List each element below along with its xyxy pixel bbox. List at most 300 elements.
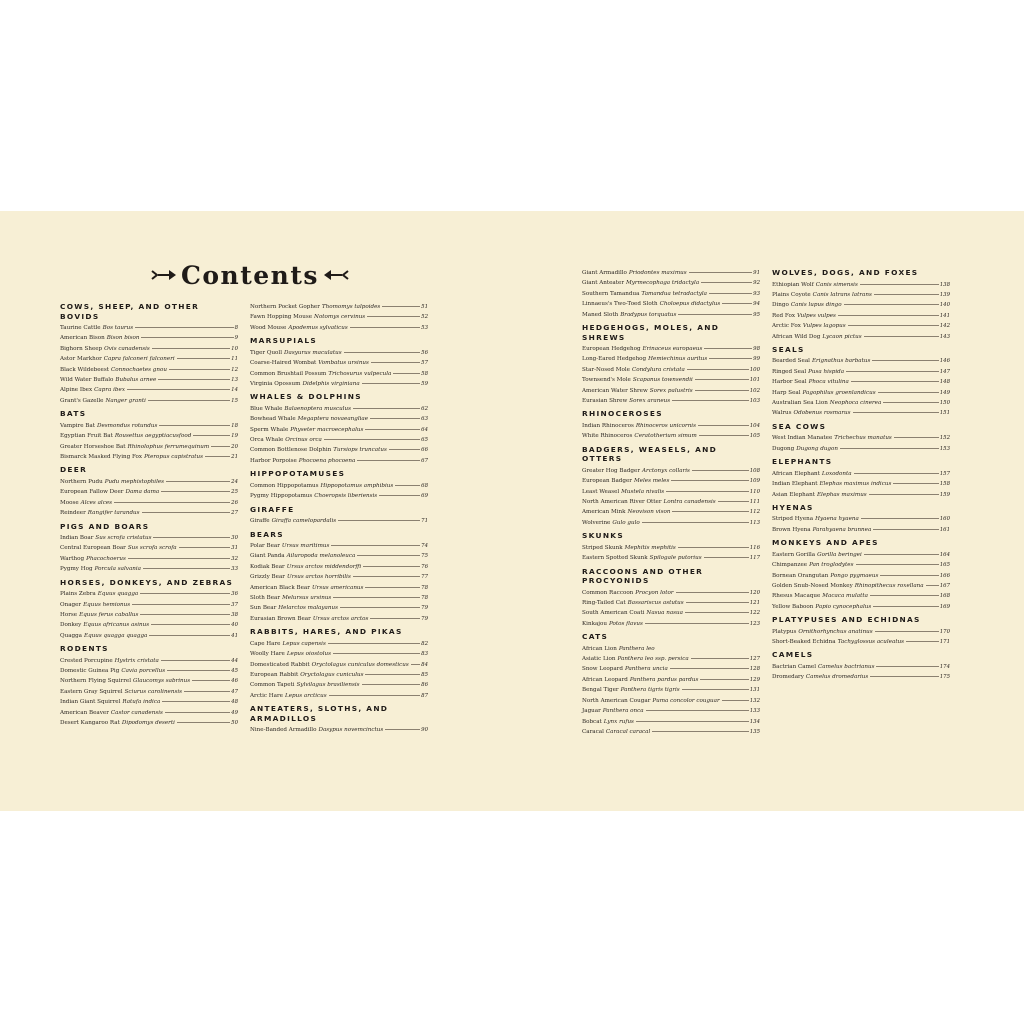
toc-entry[interactable] — [582, 421, 760, 431]
entry-latin-name: Sorex araneus — [629, 398, 671, 405]
toc-entry[interactable] — [772, 525, 950, 535]
toc-entry[interactable] — [772, 627, 950, 637]
toc-entry[interactable] — [250, 491, 428, 501]
entry-page-number: 59 — [421, 380, 428, 387]
toc-entry[interactable] — [250, 516, 428, 526]
entry-common-name: Virginia Opossum — [250, 380, 301, 387]
entry-page-number: 132 — [749, 697, 760, 704]
dot-leader — [906, 641, 939, 642]
entry-latin-name: Oryctolagus cuniculus domesticus — [311, 661, 409, 668]
dot-leader — [861, 518, 939, 519]
entry-latin-name: Rhinopithecus roxellana — [854, 582, 924, 589]
toc-entry[interactable] — [60, 589, 238, 599]
dot-leader — [652, 731, 748, 732]
toc-entry[interactable] — [60, 533, 238, 543]
entry-page-number: 26 — [231, 499, 238, 506]
toc-entry[interactable] — [60, 477, 238, 487]
dot-leader — [333, 597, 420, 598]
entry-common-name: Bismarck Masked Flying Fox — [60, 453, 143, 460]
entry-common-name: Harbor Seal — [772, 379, 807, 386]
entry-common-name: Wild Water Buffalo — [60, 377, 114, 384]
toc-entry[interactable] — [250, 551, 428, 561]
toc-entry[interactable] — [582, 365, 760, 375]
toc-entry[interactable] — [60, 333, 238, 343]
dot-leader — [894, 437, 939, 438]
toc-entry[interactable] — [250, 603, 428, 613]
toc-entry[interactable] — [60, 708, 238, 718]
toc-entry[interactable] — [60, 431, 238, 441]
toc-entry[interactable] — [582, 664, 760, 674]
toc-entry[interactable] — [250, 593, 428, 603]
entry-latin-name: Rhinoceros unicornis — [635, 422, 696, 429]
entry-latin-name: Ovis canadensis — [104, 345, 150, 352]
entry-latin-name: Dasypus novemcinctus — [318, 727, 384, 734]
entry-latin-name: Porcula salvania — [94, 566, 142, 573]
toc-entry[interactable] — [250, 725, 428, 735]
dot-leader — [365, 587, 420, 588]
toc-entry[interactable] — [772, 550, 950, 560]
entry-page-number: 139 — [939, 291, 950, 298]
entry-page-number: 8 — [234, 325, 238, 331]
entry-page-number: 161 — [939, 526, 950, 533]
toc-entry[interactable] — [60, 600, 238, 610]
toc-section — [250, 505, 428, 527]
entry-page-number: 95 — [753, 311, 760, 318]
entry-page-number: 143 — [939, 333, 950, 340]
entry-latin-name: Trichechus manatus — [834, 435, 892, 442]
section-heading: HYENAS — [772, 502, 814, 512]
entry-common-name: Least Weasel — [582, 488, 620, 495]
toc-entry[interactable] — [250, 323, 428, 333]
entry-common-name: Greater Hog Badger — [582, 467, 640, 474]
entry-page-number: 47 — [231, 688, 238, 695]
toc-entry[interactable] — [772, 280, 950, 290]
toc-entry[interactable] — [60, 344, 238, 354]
section-heading: RODENTS — [60, 644, 109, 654]
entry-page-number: 168 — [939, 593, 950, 600]
toc-entry[interactable] — [60, 687, 238, 697]
entry-common-name: Northern Pudu — [60, 478, 103, 485]
entry-common-name: Kodiak Bear — [250, 563, 285, 570]
toc-entry[interactable] — [60, 656, 238, 666]
dot-leader — [370, 418, 420, 419]
entry-page-number: 56 — [421, 349, 428, 356]
dot-leader — [883, 402, 938, 403]
toc-entry[interactable] — [582, 476, 760, 486]
toc-entry[interactable] — [772, 408, 950, 418]
entry-latin-name: Hyaena hyaena — [815, 516, 859, 523]
entry-common-name: Australian Sea Lion — [772, 400, 828, 407]
toc-entry[interactable] — [772, 332, 950, 342]
toc-entry[interactable] — [772, 290, 950, 300]
entry-page-number: 74 — [421, 543, 428, 549]
entry-page-number: 111 — [749, 499, 760, 505]
toc-entry[interactable] — [582, 518, 760, 528]
entry-latin-name: Nasua nasua — [646, 610, 683, 617]
entry-page-number: 141 — [939, 312, 950, 319]
toc-entry[interactable] — [772, 571, 950, 581]
section-heading: RABBITS, HARES, AND PIKAS — [250, 627, 403, 637]
toc-entry[interactable] — [582, 344, 760, 354]
toc-entry[interactable] — [60, 718, 238, 728]
toc-entry[interactable] — [250, 358, 428, 368]
toc-entry[interactable] — [582, 487, 760, 497]
toc-entry[interactable] — [60, 543, 238, 553]
toc-entry[interactable] — [250, 414, 428, 424]
toc-entry[interactable] — [250, 456, 428, 466]
toc-entry[interactable] — [250, 691, 428, 701]
dot-leader — [854, 473, 939, 474]
dot-leader — [670, 668, 749, 669]
entry-latin-name: Vulpes lagopus — [802, 323, 846, 330]
dot-leader — [678, 547, 749, 548]
entry-latin-name: Panthera leo — [618, 645, 655, 652]
toc-entry[interactable] — [250, 435, 428, 445]
toc-entry[interactable] — [582, 696, 760, 706]
toc-entry[interactable] — [582, 386, 760, 396]
toc-entry[interactable] — [250, 445, 428, 455]
toc-entry[interactable] — [250, 348, 428, 358]
dot-leader — [128, 558, 230, 559]
entry-page-number: 64 — [421, 426, 428, 433]
toc-entry[interactable] — [60, 365, 238, 375]
toc-entry[interactable] — [582, 466, 760, 476]
toc-entry[interactable] — [250, 572, 428, 582]
entry-latin-name: Panthera uncia — [624, 666, 668, 673]
entry-common-name: Dingo — [772, 302, 789, 309]
toc-entry[interactable] — [582, 289, 760, 299]
entry-page-number: 33 — [231, 566, 238, 573]
entry-latin-name: Elephas maximus — [816, 491, 867, 498]
section-heading: GIRAFFE — [250, 504, 295, 514]
toc-entry[interactable] — [60, 564, 238, 574]
entry-page-number: 11 — [231, 356, 238, 363]
toc-entry[interactable] — [250, 312, 428, 322]
toc-entry[interactable] — [250, 649, 428, 659]
dot-leader — [177, 358, 230, 359]
entry-page-number: 110 — [749, 488, 760, 495]
entry-common-name: West Indian Manatee — [772, 435, 833, 442]
toc-entry[interactable] — [60, 676, 238, 686]
toc-section — [582, 445, 760, 528]
toc-entry[interactable] — [60, 697, 238, 707]
toc-entry[interactable] — [582, 588, 760, 598]
entry-page-number: 152 — [939, 435, 950, 442]
dot-leader — [645, 623, 749, 624]
toc-entry[interactable] — [60, 421, 238, 431]
entry-page-number: 167 — [939, 582, 950, 589]
dot-leader — [362, 383, 420, 384]
dot-leader — [846, 371, 939, 372]
entry-page-number: 50 — [231, 720, 238, 727]
entry-latin-name: Apodemus sylvaticus — [288, 324, 348, 331]
dot-leader — [678, 314, 752, 315]
entry-page-number: 66 — [421, 447, 428, 454]
toc-entry[interactable] — [772, 490, 950, 500]
entry-common-name: Chimpanzee — [772, 562, 808, 569]
entry-page-number: 129 — [749, 676, 760, 683]
toc-entry[interactable] — [60, 610, 238, 620]
entry-latin-name: Puma concolor couguar — [652, 697, 720, 704]
dot-leader — [856, 564, 939, 565]
entry-page-number: 120 — [749, 589, 760, 596]
toc-entry[interactable] — [60, 631, 238, 641]
dot-leader — [161, 491, 230, 492]
entry-common-name: Bobcat — [582, 718, 602, 725]
dot-leader — [393, 373, 420, 374]
entry-page-number: 99 — [753, 356, 760, 363]
entry-common-name: Brown Hyena — [772, 526, 811, 533]
toc-entry[interactable] — [582, 644, 760, 654]
toc-entry[interactable] — [250, 541, 428, 551]
toc-entry[interactable] — [60, 442, 238, 452]
toc-entry[interactable] — [772, 356, 950, 366]
toc-section — [250, 302, 428, 333]
dot-leader — [926, 585, 939, 586]
toc-entry[interactable] — [60, 508, 238, 518]
toc-entry[interactable] — [582, 278, 760, 288]
toc-entry[interactable] — [772, 602, 950, 612]
entry-page-number: 53 — [421, 324, 428, 331]
toc-entry[interactable] — [250, 614, 428, 624]
dot-leader — [385, 729, 420, 730]
dot-leader — [873, 529, 938, 530]
toc-entry[interactable] — [582, 727, 760, 737]
entry-common-name: Bighorn Sheep — [60, 345, 103, 352]
toc-entry[interactable] — [772, 469, 950, 479]
entry-common-name: Ring-Tailed Cat — [582, 599, 626, 606]
toc-entry[interactable] — [250, 481, 428, 491]
toc-entry[interactable] — [772, 560, 950, 570]
entry-common-name: Indian Elephant — [772, 481, 818, 488]
dot-leader — [151, 624, 230, 625]
entry-common-name: Snow Leopard — [582, 666, 623, 673]
toc-entry[interactable] — [250, 583, 428, 593]
entry-latin-name: Hippopotamus amphibius — [320, 482, 394, 489]
entry-latin-name: Choloepus didactylus — [659, 301, 721, 308]
toc-entry[interactable] — [250, 379, 428, 389]
toc-entry[interactable] — [772, 479, 950, 489]
entry-page-number: 112 — [749, 509, 760, 516]
dot-leader — [411, 664, 420, 665]
entry-page-number: 79 — [421, 605, 428, 612]
entry-page-number: 90 — [421, 727, 428, 734]
entry-latin-name: Bassariscus astutus — [627, 599, 684, 606]
dot-leader — [666, 491, 749, 492]
toc-entry[interactable] — [60, 498, 238, 508]
entry-latin-name: Parahyaena brunnea — [812, 526, 872, 533]
toc-entry[interactable] — [582, 654, 760, 664]
entry-latin-name: Phacochoerus — [86, 555, 126, 562]
entry-page-number: 25 — [231, 489, 238, 496]
toc-entry[interactable] — [772, 300, 950, 310]
toc-entry[interactable] — [582, 497, 760, 507]
entry-page-number: 9 — [234, 335, 238, 342]
toc-entry[interactable] — [582, 299, 760, 309]
entry-latin-name: Hemiechinus auritus — [648, 356, 708, 363]
entry-latin-name: Pusa hispida — [808, 368, 845, 375]
entry-common-name: Egyptian Fruit Bat — [60, 433, 113, 440]
entry-page-number: 146 — [939, 358, 950, 365]
toc-entry[interactable] — [582, 396, 760, 406]
entry-common-name: Taurine Cattle — [60, 325, 101, 331]
toc-entry[interactable] — [60, 487, 238, 497]
entry-common-name: Giant Anteater — [582, 280, 624, 287]
entry-page-number: 27 — [231, 510, 238, 517]
entry-page-number: 171 — [939, 639, 950, 646]
toc-entry[interactable] — [60, 620, 238, 630]
dot-leader — [701, 282, 752, 283]
toc-entry[interactable] — [772, 662, 950, 672]
toc-entry[interactable] — [582, 310, 760, 320]
entry-latin-name: Canis simensis — [815, 281, 858, 288]
toc-entry[interactable] — [772, 367, 950, 377]
entry-common-name: Moose — [60, 499, 79, 506]
entry-page-number: 159 — [939, 491, 950, 498]
toc-entry[interactable] — [60, 666, 238, 676]
toc-entry[interactable] — [250, 670, 428, 680]
entry-page-number: 104 — [749, 422, 760, 429]
toc-entry[interactable] — [250, 562, 428, 572]
entry-page-number: 84 — [421, 661, 428, 668]
entry-common-name: Warthog — [60, 555, 85, 562]
toc-entry[interactable] — [772, 444, 950, 454]
entry-page-number: 83 — [421, 651, 428, 658]
toc-entry[interactable] — [772, 637, 950, 647]
entry-latin-name: Cavia porcellus — [121, 668, 166, 675]
entry-page-number: 151 — [939, 410, 950, 417]
entry-latin-name: Mustela nivalis — [621, 488, 665, 495]
entry-page-number: 30 — [231, 535, 238, 541]
toc-entry[interactable] — [772, 398, 950, 408]
entry-latin-name: Panthera onca — [602, 708, 644, 715]
entry-latin-name: Dugong dugon — [796, 445, 838, 452]
dot-leader — [149, 635, 230, 636]
entry-page-number: 142 — [939, 323, 950, 330]
entry-page-number: 68 — [421, 482, 428, 489]
entry-latin-name: Megaptera novaeangliae — [297, 416, 369, 423]
entry-latin-name: Myrmecophaga tridactyla — [626, 280, 700, 287]
toc-entry[interactable] — [60, 354, 238, 364]
toc-entry[interactable] — [582, 375, 760, 385]
entry-page-number: 150 — [939, 400, 950, 407]
contents-title — [150, 257, 350, 293]
entry-latin-name: Tamandua tetradactyla — [641, 290, 707, 297]
entry-common-name: European Badger — [582, 478, 632, 485]
dot-leader — [333, 653, 420, 654]
toc-entry[interactable] — [772, 581, 950, 591]
toc-entry[interactable] — [582, 706, 760, 716]
toc-entry[interactable] — [582, 543, 760, 553]
toc-section — [772, 615, 950, 647]
entry-latin-name: Lepus oiostolus — [286, 651, 331, 658]
toc-entry[interactable] — [250, 404, 428, 414]
entry-page-number: 20 — [231, 443, 238, 450]
toc-entry[interactable] — [60, 323, 238, 333]
entry-latin-name: Priodontes maximus — [628, 270, 687, 276]
entry-page-number: 63 — [421, 416, 428, 423]
dot-leader — [722, 303, 752, 304]
toc-entry[interactable] — [772, 321, 950, 331]
toc-entry[interactable] — [772, 514, 950, 524]
section-heading: RACCOONS AND OTHER PROCYONIDS — [582, 566, 704, 586]
toc-entry[interactable] — [60, 554, 238, 564]
entry-common-name: Asiatic Lion — [582, 656, 616, 663]
toc-entry[interactable] — [772, 591, 950, 601]
toc-entry[interactable] — [250, 369, 428, 379]
dot-leader — [148, 400, 230, 401]
entry-common-name: Townsend's Mole — [582, 377, 631, 384]
toc-entry[interactable] — [582, 507, 760, 517]
dot-leader — [691, 658, 749, 659]
entry-page-number: 94 — [753, 301, 760, 308]
toc-entry[interactable] — [250, 660, 428, 670]
toc-entry[interactable] — [250, 425, 428, 435]
toc-entry[interactable] — [582, 608, 760, 618]
entry-common-name: Nine-Banded Armadillo — [250, 727, 317, 734]
entry-latin-name: Bos taurus — [102, 325, 134, 331]
toc-entry[interactable] — [772, 311, 950, 321]
dot-leader — [864, 554, 939, 555]
toc-entry[interactable] — [582, 268, 760, 278]
entry-latin-name: Didelphis virginiana — [302, 380, 360, 387]
dot-leader — [700, 679, 748, 680]
toc-section — [772, 345, 950, 419]
toc-entry[interactable] — [582, 431, 760, 441]
toc-entry[interactable] — [60, 452, 238, 462]
toc-entry[interactable] — [60, 375, 238, 385]
toc-entry[interactable] — [250, 680, 428, 690]
toc-section — [772, 538, 950, 612]
section-heading: HEDGEHOGS, MOLES, AND SHREWS — [582, 323, 720, 342]
toc-entry[interactable] — [582, 675, 760, 685]
toc-entry[interactable] — [582, 598, 760, 608]
toc-entry[interactable] — [772, 672, 950, 682]
entry-common-name: Bornean Orangutan — [772, 572, 829, 579]
toc-section — [772, 268, 950, 342]
toc-entry[interactable] — [582, 685, 760, 695]
toc-entry[interactable] — [582, 619, 760, 629]
toc-entry[interactable] — [250, 639, 428, 649]
entry-common-name: Grant's Gazelle — [60, 397, 104, 404]
toc-entry[interactable] — [772, 377, 950, 387]
entry-latin-name: Capra ibex — [94, 387, 125, 394]
entry-latin-name: Phoca vitulina — [808, 379, 849, 386]
entry-common-name: Sun Bear — [250, 605, 277, 612]
toc-entry[interactable] — [582, 354, 760, 364]
entry-page-number: 77 — [421, 574, 428, 581]
dot-leader — [722, 700, 749, 701]
entry-page-number: 140 — [939, 302, 950, 309]
dot-leader — [692, 470, 749, 471]
toc-entry[interactable] — [582, 717, 760, 727]
toc-entry[interactable] — [60, 396, 238, 406]
toc-entry[interactable] — [60, 385, 238, 395]
toc-entry[interactable] — [772, 388, 950, 398]
toc-entry[interactable] — [772, 433, 950, 443]
entry-latin-name: Bison bison — [106, 335, 140, 342]
entry-latin-name: Orcinus orca — [285, 437, 322, 444]
toc-entry[interactable] — [582, 553, 760, 563]
section-heading: PIGS AND BOARS — [60, 521, 150, 531]
entry-common-name: European Rabbit — [250, 671, 299, 678]
entry-latin-name: Potos flavus — [609, 620, 643, 627]
entry-latin-name: Giraffa camelopardalis — [271, 518, 337, 525]
entry-latin-name: Sus scrofa cristatus — [95, 535, 152, 541]
toc-entry[interactable] — [250, 302, 428, 312]
dot-leader — [132, 604, 230, 605]
entry-latin-name: Erignathus barbatus — [811, 358, 871, 365]
